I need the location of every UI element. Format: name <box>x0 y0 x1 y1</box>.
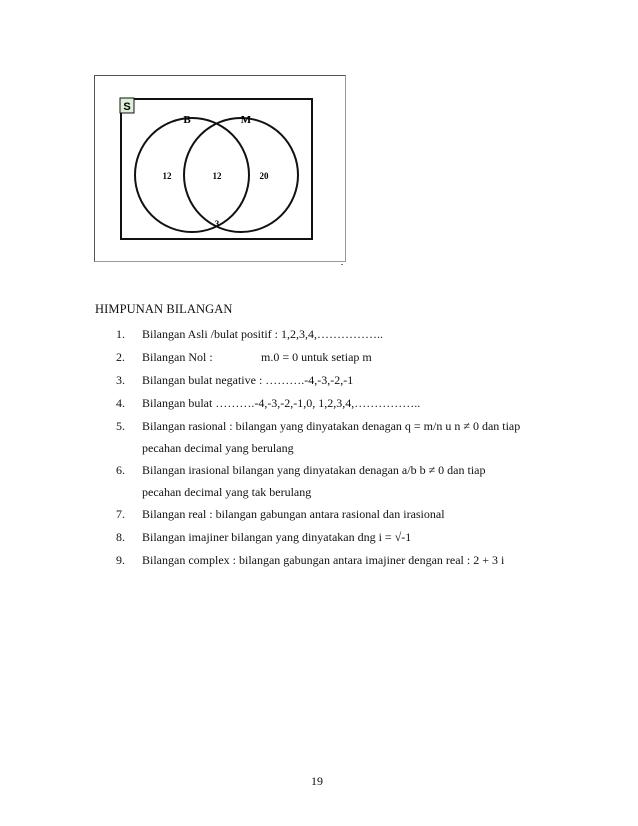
outside-value: 3 <box>214 219 220 229</box>
venn-diagram <box>94 75 346 265</box>
item-number: 1. <box>116 327 125 341</box>
item-text: Bilangan Asli /bulat positif : 1,2,3,4,…………….. <box>142 327 383 341</box>
item-text: Bilangan bulat negative : ……….-4,-3,-2,-1 <box>142 373 354 387</box>
item-number: 9. <box>116 553 125 567</box>
item-number: 3. <box>116 373 125 387</box>
set-m-label: M <box>240 114 252 126</box>
section-title: HIMPUNAN BILANGAN <box>95 302 233 316</box>
universal-set-rect <box>121 99 312 239</box>
m-only-value: 20 <box>259 171 269 181</box>
item-continuation: pecahan decimal yang berulang <box>142 441 294 455</box>
item-text: Bilangan rasional : bilangan yang dinyatakan denagan q = m/n u n ≠ 0 dan tiap <box>142 419 521 433</box>
item-continuation: pecahan decimal yang tak berulang <box>142 485 312 499</box>
b-only-value: 12 <box>162 171 172 181</box>
universal-set-label: S <box>123 101 131 113</box>
item-text: Bilangan bulat ……….-4,-3,-2,-1,0, 1,2,3,4,…………….. <box>142 396 421 410</box>
item-text: Bilangan real : bilangan gabungan antara rasional dan irasional <box>142 507 445 521</box>
item-text-secondary: m.0 = 0 untuk setiap m <box>261 350 372 364</box>
item-number: 5. <box>116 419 125 433</box>
item-text: Bilangan Nol : <box>142 350 213 364</box>
item-text: Bilangan imajiner bilangan yang dinyatakan dng i = √-1 <box>142 530 412 544</box>
set-b-label: B <box>183 114 191 126</box>
item-number: 2. <box>116 350 125 364</box>
item-text: Bilangan irasional bilangan yang dinyatakan denagan a/b b ≠ 0 dan tiap <box>142 463 486 477</box>
page-dot <box>341 264 343 265</box>
item-number: 8. <box>116 530 125 544</box>
item-number: 6. <box>116 463 125 477</box>
set-m-circle <box>184 118 298 232</box>
set-b-circle <box>135 118 249 232</box>
item-number: 7. <box>116 507 125 521</box>
intersection-value: 12 <box>212 171 222 181</box>
item-text: Bilangan complex : bilangan gabungan antara imajiner dengan real : 2 + 3 i <box>142 553 505 567</box>
item-number: 4. <box>116 396 125 410</box>
page-number: 19 <box>311 774 323 788</box>
